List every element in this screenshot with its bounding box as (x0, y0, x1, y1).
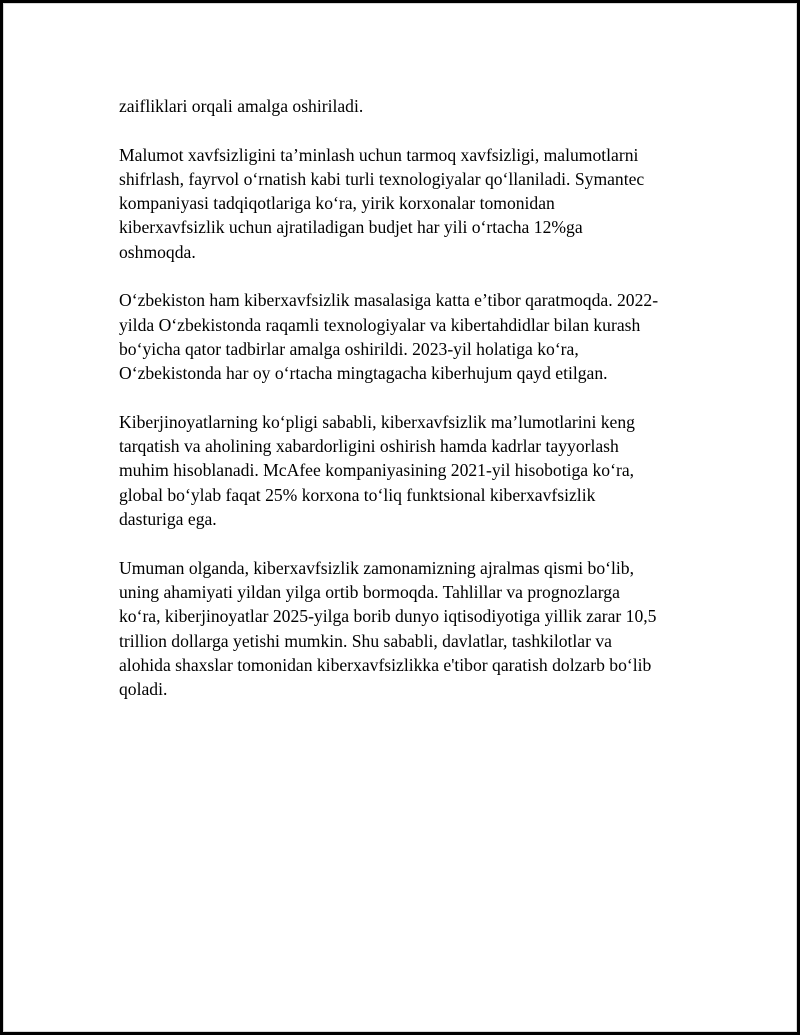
text-line: zaifliklari orqali amalga oshiriladi. (119, 96, 364, 116)
paragraph-data-security (119, 143, 699, 264)
paragraph-uzbekistan (119, 288, 699, 385)
text-line: kiberxavfsizlik uchun ajratiladigan budjet har yili o‘rtacha 12%ga (119, 217, 583, 238)
text-line: bo‘yicha qator tadbirlar amalga oshirildi. 2023-yil holatiga ko‘ra, (119, 338, 579, 359)
text-line: global bo‘ylab faqat 25% korxona to‘liq funktsional kiberxavfsizlik (119, 484, 596, 505)
text-line: O‘zbekiston ham kiberxavfsizlik masalasiga katta e’tibor qaratmoqda. 2022- (119, 290, 659, 311)
text-line: dasturiga ega. (119, 509, 217, 530)
text-line: trillion dollarga yetishi mumkin. Shu sababli, davlatlar, tashkilotlar va (119, 630, 612, 651)
text-line: muhim hisoblanadi. McAfee kompaniyasining 2021-yil hisobotiga ko‘ra, (119, 460, 635, 481)
text-line: tarqatish va aholining xabardorligini oshirish hamda kadrlar tayyorlash (119, 436, 619, 457)
text-line: qoladi. (119, 679, 168, 700)
text-line: O‘zbekistonda har oy o‘rtacha mingtagacha kiberhujum qayd etilgan. (119, 363, 608, 384)
paragraph-awareness (119, 410, 699, 531)
text-line: Kiberjinoyatlarning ko‘pligi sababli, kiberxavfsizlik ma’lumotlarini keng (119, 411, 635, 432)
paragraph-continuation (119, 94, 699, 118)
text-line: alohida shaxslar tomonidan kiberxavfsizlikka e'tibor qaratish dolzarb bo‘lib (119, 654, 652, 675)
text-line: uning ahamiyati yildan yilga ortib bormoqda. Tahlillar va prognozlarga (119, 581, 620, 602)
text-line: shifrlash, fayrvol o‘rnatish kabi turli texnologiyalar qo‘llaniladi. Symantec (119, 168, 645, 189)
paragraph-conclusion (119, 556, 699, 702)
document-body (119, 94, 699, 726)
text-line: Umuman olganda, kiberxavfsizlik zamonamizning ajralmas qismi bo‘lib, (119, 557, 634, 578)
text-line: Malumot xavfsizligini ta’minlash uchun tarmoq xavfsizligi, malumotlarni (119, 144, 639, 165)
text-line: yilda O‘zbekistonda raqamli texnologiyalar va kibertahdidlar bilan kurash (119, 314, 641, 335)
text-line: ko‘ra, kiberjinoyatlar 2025-yilga borib dunyo iqtisodiyotiga yillik zarar 10,5 (119, 606, 657, 627)
text-line: kompaniyasi tadqiqotlariga ko‘ra, yirik korxonalar tomonidan (119, 193, 555, 214)
text-line: oshmoqda. (119, 241, 196, 262)
